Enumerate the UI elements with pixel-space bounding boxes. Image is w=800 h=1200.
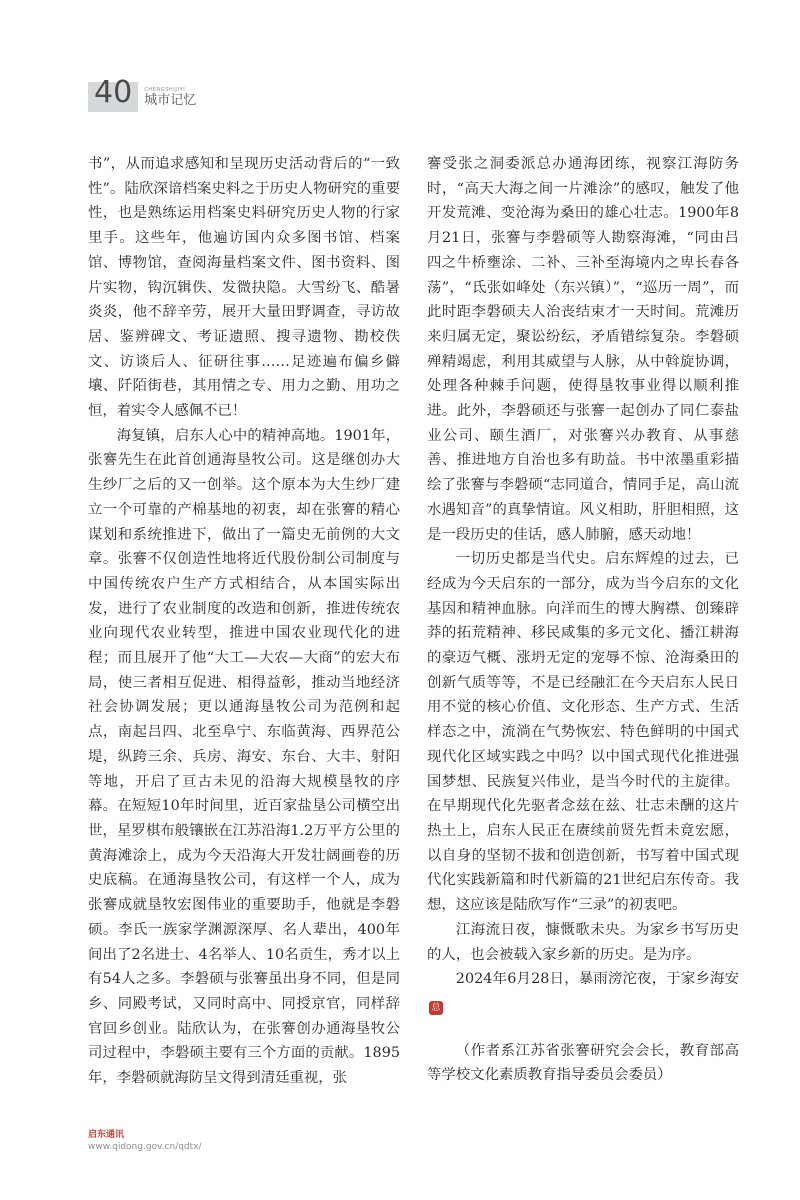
paragraph: 一切历史都是当代史。启东辉煌的过去，已经成为今天启东的一部分，成为当今启东的文化基因和精神血脉。向洋而生的博大胸襟、创臻辟莽的拓荒精神、移民咸集的多元文化、播江耕海的豪迈气概、涨坍无定的宠辱不惊、沧海桑田的创新气质等等，不是已经融汇在今天启东人民日用不觉的核心价值、文化形态、生产方式、生活样态之中，流淌在气势恢宏、特色鲜明的中国式现代化区域实践之中吗？以中国式现代化推进强国梦想、民族复兴伟业，是当今时代的主旋律。在早期现代化先驱者念兹在兹、壮志未酬的这片热土上，启东人民正在赓续前贤先哲未竟宏愿，以自身的坚韧不拔和创造创新，书写着中国式现代化实践新篇和时代新篇的21世纪启东传奇。我想，这应该是陆欣写作“三录”的初衷吧。 — [427, 551, 739, 914]
section-latin: CHENGSHIJIYI — [144, 87, 186, 93]
page-header — [88, 68, 196, 108]
paragraph: 书”，从而追求感知和呈现历史活动背后的“一致性”。陆欣深谙档案史料之于历史人物研究的重要性，也是熟练运用档案史料研究历史人物的行家里手。这些年，他遍访国内众多图书馆、档案馆、博物馆，查阅海量档案文件、图书资料、图片实物，钩沉辑佚、发微抉隐。大雪纷飞、酷暑炎炎，他不辞辛劳，展开大量田野调查，寻访故居、鉴辨碑文、考证遗照、搜寻遗物、勘校佚文、访谈后人、征研往事……足迹遍布偏乡僻壤、阡陌街巷，其用情之专、用力之勤、用功之恒，着实令人感佩不已！ — [88, 156, 400, 420]
left-column — [88, 152, 400, 1091]
right-column — [427, 152, 739, 1088]
page-footer — [88, 1130, 202, 1153]
page-number — [88, 76, 138, 108]
page-number-text: 40 — [94, 75, 133, 110]
section-title: 城市记忆 — [144, 93, 197, 108]
date-line — [427, 967, 739, 1016]
paragraph: 海复镇，启东人心中的精神高地。1901年，张謇先生在此首创通海垦牧公司。这是继创办大生纱厂之后的又一创举。这个原本为大生纱厂建立一个可靠的产棉基地的初衷，却在张謇的精心谋划和系统推进下，做出了一篇史无前例的大文章。张謇不仅创造性地将近代股份制公司制度与中国传统农户生产方式相结合，从本国实际出发，进行了农业制度的改造和创新，推进传统农业向现代农业转型，推进中国农业现代化的进程；而且展开了他“大工—大农—大商”的宏大布局，使三者相互促进、相得益彰，推动当地经济社会协调发展；更以通海垦牧公司为范例和起点，南起吕四、北至阜宁、东临黄海、西界范公堤，纵跨三余、兵房、海安、东台、大丰、射阳等地，开启了亘古未见的沿海大规模垦牧的序幕。在短短10年时间里，近百家盐垦公司横空出世，星罗棋布般镶嵌在江苏沿海1.2万平方公里的黄海滩涂上，成为今天沿海大开发壮阔画卷的历史底稿。在通海垦牧公司，有这样一个人，成为张謇成就垦牧宏图伟业的重要助手，他就是李磐硕。李氏一族家学渊源深厚、名人辈出，400年间出了2名进士、4名举人、10名贡生，秀才以上有54人之多。李磐硕与张謇虽出身不同，但是同乡、同殿考试，又同时高中、同授京官，同样辞官回乡创业。陆欣认为，在张謇创办通海垦牧公司过程中，李磐硕主要有三个方面的贡献。1895年，李磐硕就海防呈文得到清廷重视，张 — [88, 427, 400, 1087]
publication-url: www.qidong.gov.cn/qdtx/ — [88, 1142, 202, 1152]
seal-stamp-icon: 总 — [429, 1001, 443, 1015]
author-note: （作者系江苏省张謇研究会会长，教育部高等学校文化素质教育指导委员会委员） — [427, 1042, 739, 1084]
paragraph: 謇受张之洞委派总办通海团练，视察江海防务时，“高天大海之间一片滩涂”的感叹，触发了他开发荒滩、变沧海为桑田的雄心壮志。1900年8月21日，张謇与李磐硕等人勘察海滩，“同由吕四之牛桥壅涂、二补、三补至海境内之卑长春各荡”，“氐张如峰处（东兴镇）”，“巡历一周”，而此时距李磐硕夫人治丧结束才一天时间。荒滩历来归属无定，聚讼纷纭，矛盾错综复杂。李磐硕殚精竭虑，利用其威望与人脉，从中斡旋协调，处理各种棘手问题，使得垦牧事业得以顺利推进。此外，李磐硕还与张謇一起创办了同仁泰盐业公司、颐生酒厂，对张謇兴办教育、从事慈善、推进地方自治也多有助益。书中浓墨重彩描绘了张謇与李磐硕“志同道合，情同手足，高山流水遇知音”的真挚情谊。风义相助，肝胆相照，这是一段历史的佳话，感人肺腑，感天动地！ — [427, 156, 739, 543]
paragraph: 江海流日夜，慷慨歌未央。为家乡书写历史的人，也会被载入家乡新的历史。是为序。 — [427, 921, 739, 963]
date-text: 2024年6月28日，暴雨滂沱夜，于家乡海安 — [455, 971, 739, 988]
section-label — [144, 87, 196, 108]
publication-name: 启东通讯 — [88, 1130, 125, 1140]
